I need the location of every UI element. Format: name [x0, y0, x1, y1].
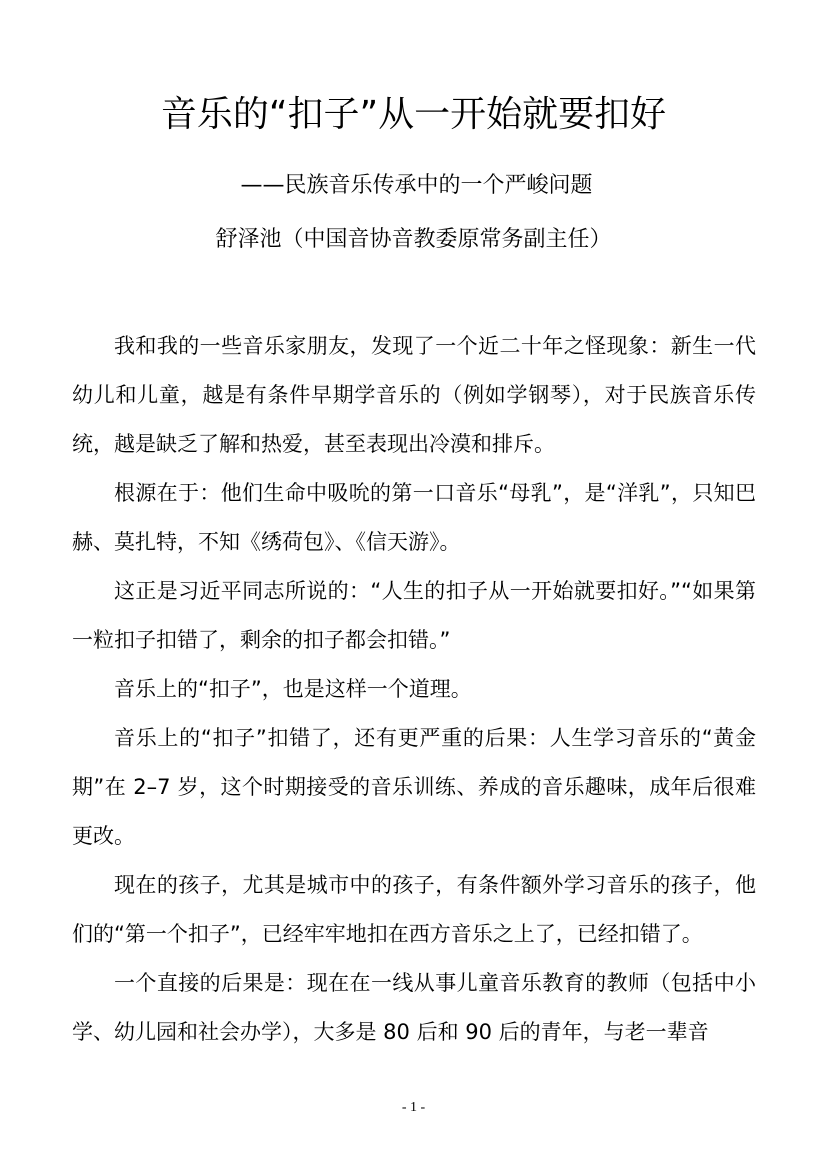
document-author: 舒泽池（中国音协音教委原常务副主任）	[215, 227, 612, 252]
document-body	[72, 322, 756, 1057]
paragraph: 音乐上的“扣子”，也是这样一个道理。	[114, 677, 472, 701]
document-subtitle: ——民族音乐传承中的一个严峻问题	[240, 173, 593, 198]
paragraph: 音乐上的“扣子”扣错了，还有更严重的后果：人生学习音乐的“黄金期”在 2–7 岁，这个时期接受的音乐训练、养成的音乐趣味，成年后很难更改。	[72, 726, 756, 848]
paragraph: 一个直接的后果是：现在在一线从事儿童音乐教育的教师（包括中小学、幼儿园和社会办学），大多是 80 后和 90 后的青年，与老一辈音	[72, 971, 756, 1044]
paragraph: 这正是习近平同志所说的：“人生的扣子从一开始就要扣好。”“如果第一粒扣子扣错了，剩余的扣子都会扣错。”	[72, 579, 756, 652]
paragraph: 我和我的一些音乐家朋友，发现了一个近二十年之怪现象：新生一代幼儿和儿童，越是有条件早期学音乐的（例如学钢琴），对于民族音乐传统，越是缺乏了解和热爱，甚至表现出冷漠和排斥。	[72, 334, 756, 456]
paragraph: 现在的孩子，尤其是城市中的孩子，有条件额外学习音乐的孩子，他们的“第一个扣子”，已经牢牢地扣在西方音乐之上了，已经扣错了。	[72, 873, 756, 946]
paragraph: 根源在于：他们生命中吸吮的第一口音乐“母乳”，是“洋乳”，只知巴赫、莫扎特，不知《绣荷包》、《信天游》。	[72, 481, 756, 554]
document-title: 音乐的“扣子”从一开始就要扣好	[160, 94, 667, 135]
page-number: - 1 -	[401, 1100, 426, 1115]
